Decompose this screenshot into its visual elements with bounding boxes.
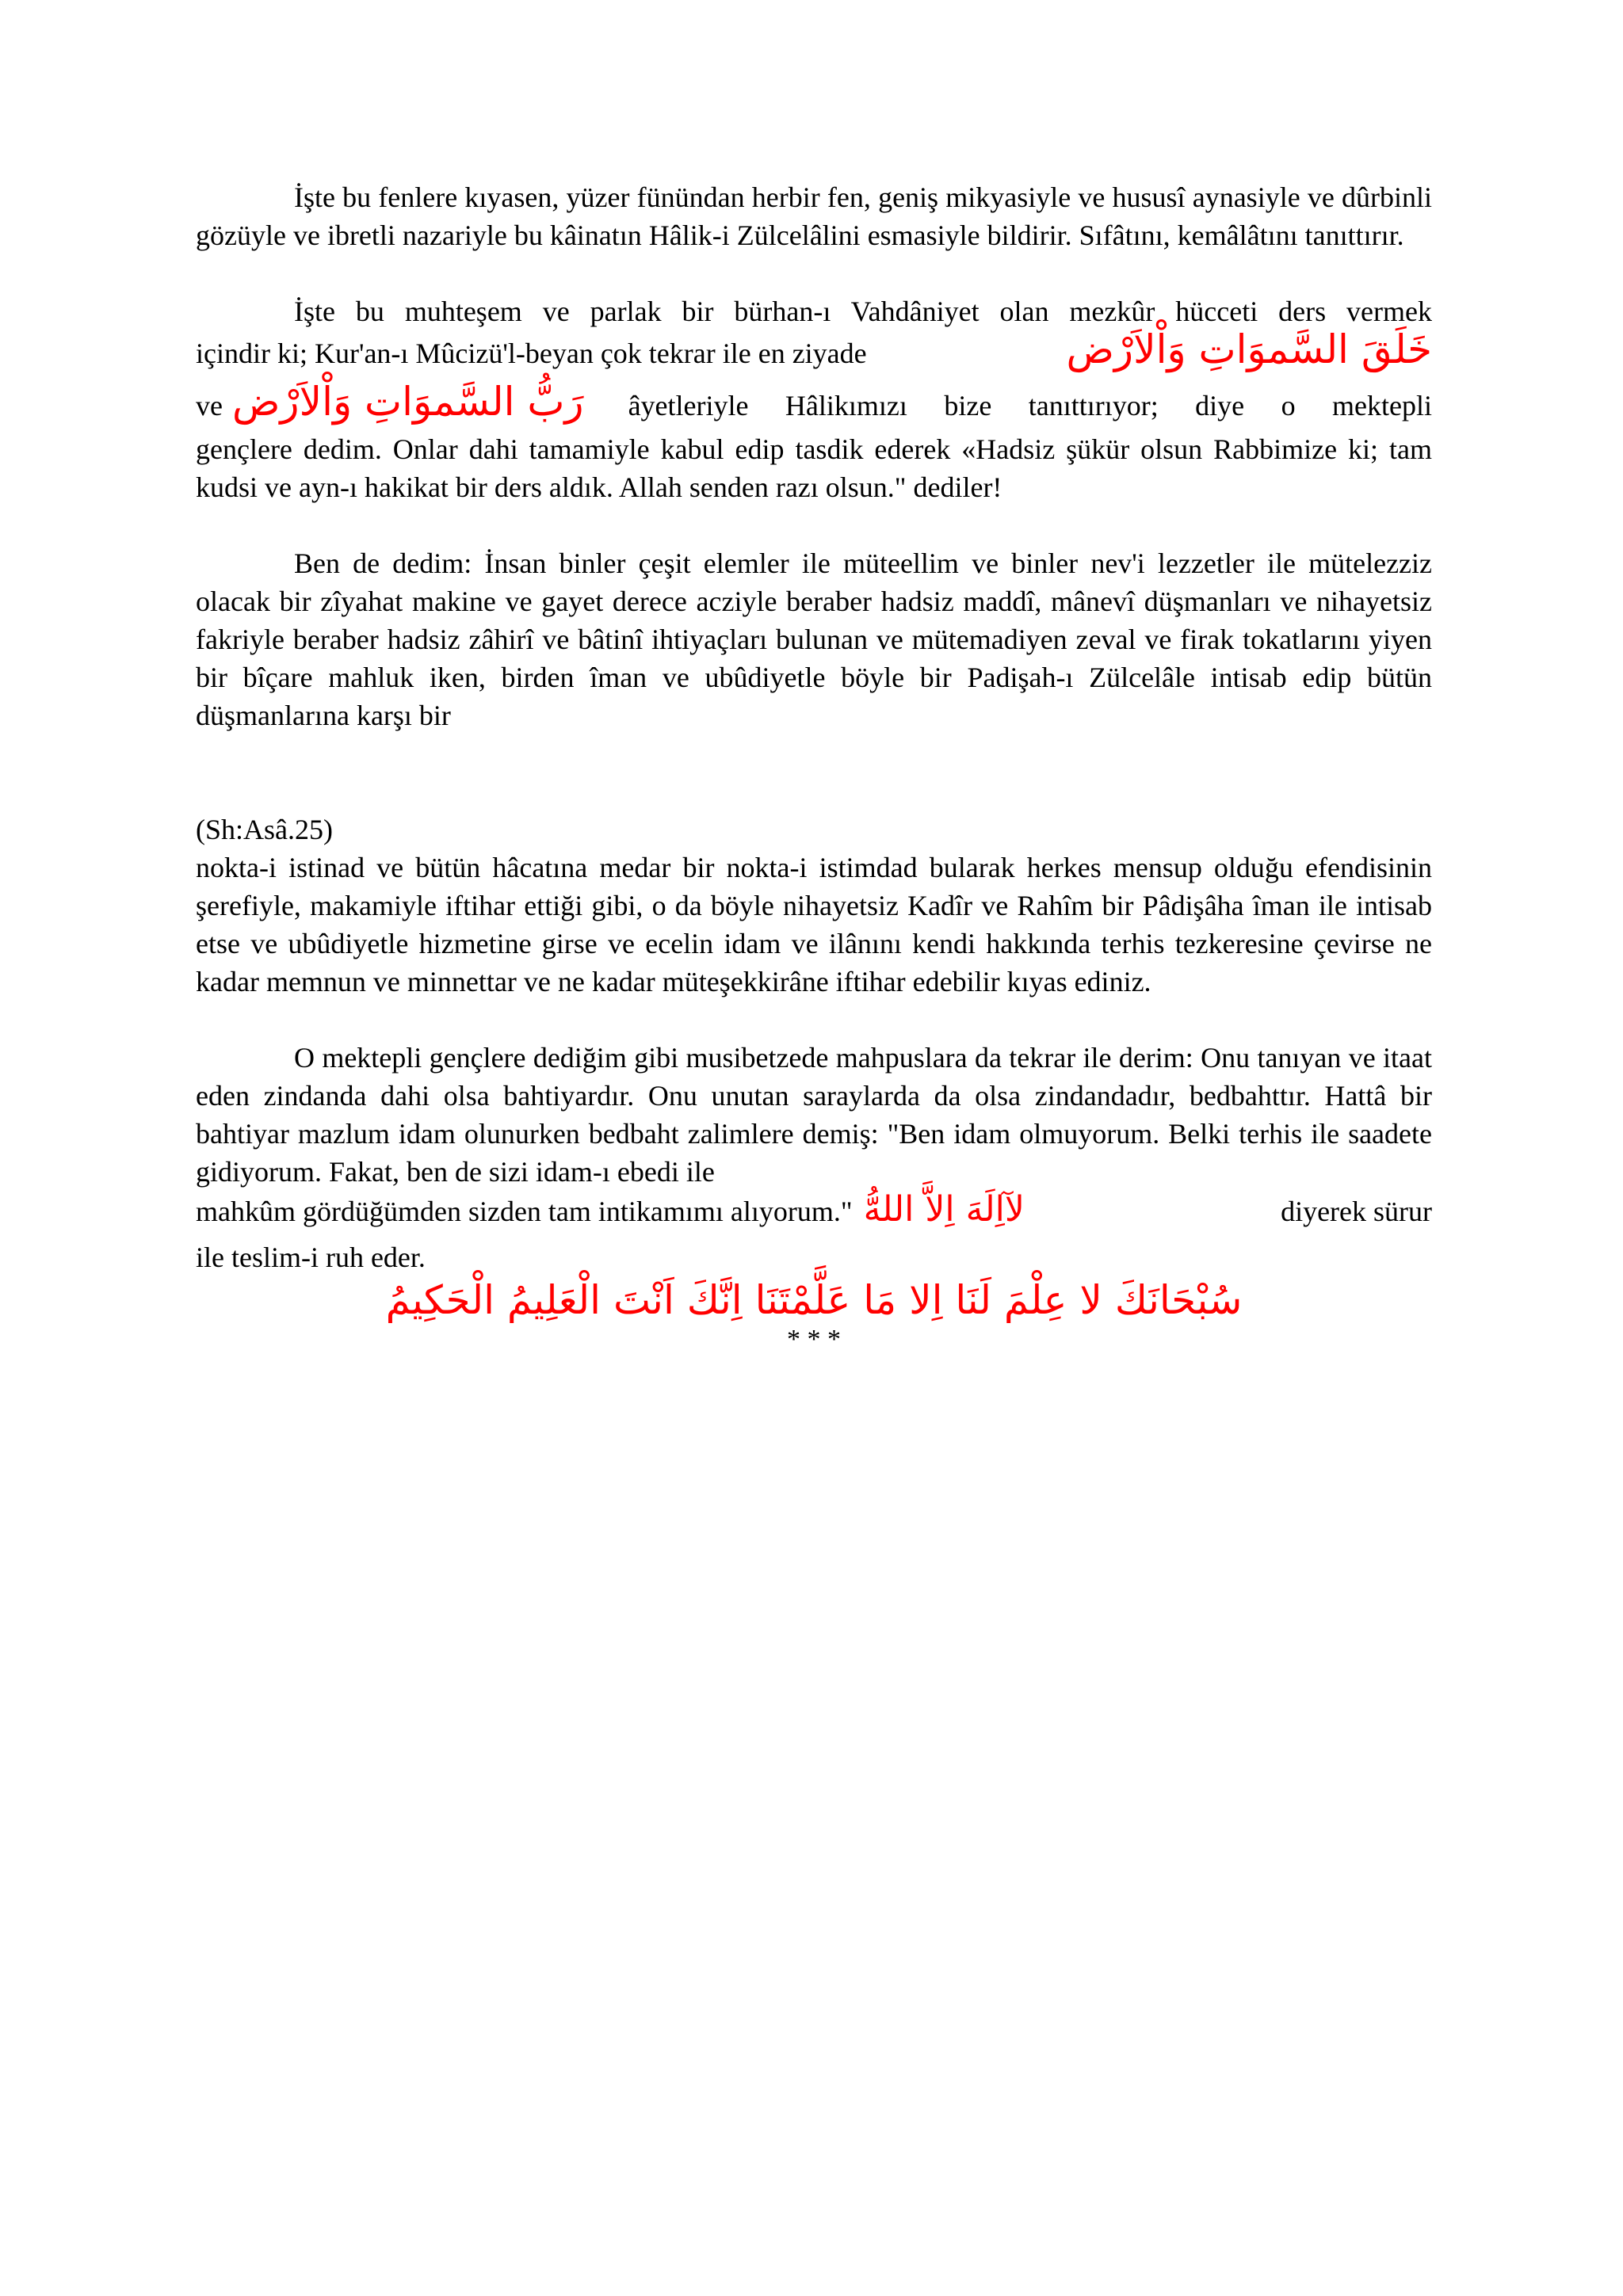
paragraph-2-line-3-post: âyetleriyle Hâlikımızı bize tanıttırıyor; diye o mektepli xyxy=(628,390,1432,421)
paragraph-1: İşte bu fenlere kıyasen, yüzer fünündan herbir fen, geniş mikyasiyle ve hususî aynasiyle ve dûrbinli gözüyle ve ibretli nazariyle bu kâinatın Hâlik-i Zülcelâlini esmasiyle bildirir. Sıfâtını, kemâlâtını tanıttırır. xyxy=(196,181,1432,251)
spacer xyxy=(196,734,1432,810)
paragraph-5-last: ile teslim-i ruh eder. xyxy=(196,1241,426,1273)
paragraph-5 xyxy=(196,1039,1432,1276)
spacer xyxy=(196,1001,1432,1039)
paragraph-4: nokta-i istinad ve bütün hâcatına medar bir nokta-i istimdad bularak herkes mensup olduğu efendisinin şerefiyle, makamiyle iftihar ettiği gibi, o da böyle nihayetsiz Kadîr ve Rahîm bir Pâdişâha îman ile intisab etse ve ubûdiyetle hizmetine girse ve ecelin idam ve ilânını kendi hakkında terhis tezkeresine çevirse ne kadar memnun ve minnettar ve ne kadar müteşekkirâne iftihar edebilir kıyas ediniz. xyxy=(196,852,1432,997)
paragraph-2-line-3-pre: ve xyxy=(196,390,223,421)
paragraph-2-line-2-text: içindir ki; Kur'an-ı Mûcizü'l-beyan çok tekrar ile en ziyade xyxy=(196,338,867,369)
document-page xyxy=(196,178,1432,1356)
spacer xyxy=(196,254,1432,292)
spacer xyxy=(196,506,1432,544)
paragraph-5-main: O mektepli gençlere dediğim gibi musibetzede mahpuslara da tekrar ile derim: Onu tanıyan ve itaat eden zindanda dahi olsa bahtiyardır. Onu unutan saraylarda da olsa zindandadır, bedbahttır. Hattâ bir bahtiyar mazlum idam olunurken bedbaht zalimlere demiş: "Ben idam olmuyorum. Belki terhis ile saadete gidiyorum. Fakat, ben de sizi idam-ı ebedi ile xyxy=(196,1042,1432,1188)
paragraph-3: Ben de dedim: İnsan binler çeşit elemler ile müteellim ve binler nev'i lezzetler ile mütelezziz olacak bir zîyahat makine ve gayet derece acziyle beraber hadsiz maddî, mânevî düşmanları ve nihayetsiz fakriyle beraber hadsiz zâhirî ve bâtinî ihtiyaçları bulunan ve mütemadiyen zeval ve firak tokatlarını yiyen bir bîçare mahluk iken, birden îman ve ubûdiyetle böyle bir Padişah-ı Zülcelâle intisab edip bütün düşmanlarına karşı bir xyxy=(196,547,1432,731)
arabic-verse-halaka: خَلَقَ السَّموَاتِ وَاْلاَرْض xyxy=(1066,326,1432,372)
paragraph-5-arabic-line xyxy=(196,1191,1432,1238)
paragraph-2-line-1: İşte bu muhteşem ve parlak bir bürhan-ı Vahdâniyet olan mezkûr hücceti ders vermek xyxy=(294,296,1432,327)
paragraph-5-line-pre: mahkûm gördüğümden sizden tam intikamımı alıyorum." xyxy=(196,1196,853,1227)
arabic-tawhid: لآاِلَهَ اِلاَّ اللهُّ xyxy=(863,1189,1025,1230)
paragraph-2-rest: gençlere dedim. Onlar dahi tamamiyle kabul edip tasdik ederek «Hadsiz şükür olsun Rabbimize ki; tam kudsi ve ayn-ı hakikat bir ders aldık. Allah senden razı olsun." dediler! xyxy=(196,433,1432,503)
page-reference: (Sh:Asâ.25) xyxy=(196,814,333,845)
paragraph-5-line-post: diyerek sürur xyxy=(1281,1196,1432,1227)
paragraph-2-line-2 xyxy=(196,326,1432,383)
paragraph-2 xyxy=(196,292,1432,506)
arabic-verse-rabbu: رَبُّ السَّموَاتِ وَاْلاَرْض xyxy=(231,379,584,425)
closing-arabic-verse: سُبْحَانَكَ لا عِلْمَ لَنَا اِلا مَا عَلَّمْتَنَا اِنَّكَ اَنْتَ الْعَلِيمُ الْحَكِيمُ xyxy=(385,1277,1243,1323)
section-separator: * * * xyxy=(787,1325,841,1354)
paragraph-2-line-3 xyxy=(196,379,1432,430)
